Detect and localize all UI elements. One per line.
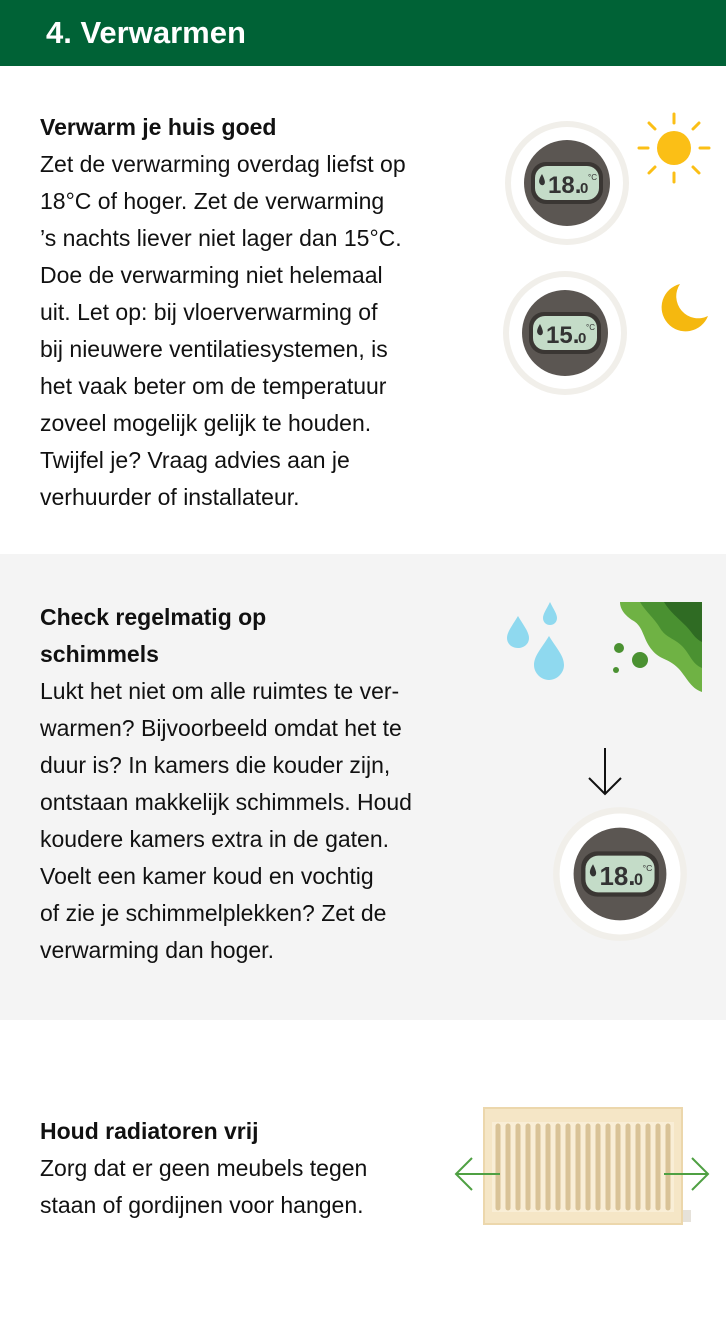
thermostat-value: 18.	[548, 172, 582, 199]
moon-icon	[656, 280, 712, 336]
arrow-down-icon	[586, 746, 624, 798]
section-heating	[0, 66, 726, 554]
body-line: ontstaan makkelijk schimmels. Houd	[40, 789, 412, 815]
thermostat-value: 15.	[546, 322, 580, 349]
body-line: Twijfel je? Vraag advies aan je	[40, 447, 350, 473]
radiator-icon	[452, 1106, 714, 1228]
thermostat-decimal: 0	[634, 870, 644, 889]
body-line: Voelt een kamer koud en vochtig	[40, 863, 374, 889]
thermostat-icon	[552, 806, 688, 942]
body-line: uit. Let op: bij vloerverwarming of	[40, 299, 378, 325]
body-line: zoveel mogelijk gelijk te houden.	[40, 410, 372, 436]
section-radiators	[0, 1020, 726, 1328]
body-line: verhuurder of installateur.	[40, 484, 300, 510]
body-line: ’s nachts liever niet lager dan 15°C.	[40, 225, 402, 251]
section-body	[40, 1150, 367, 1224]
title-line: schimmels	[40, 641, 159, 667]
body-line: bij nieuwere ventilatiesystemen, is	[40, 336, 388, 362]
thermostat-value: 18.	[599, 862, 636, 891]
thermostat-decimal: 0	[580, 180, 589, 197]
thermostat-day-icon	[504, 120, 630, 246]
section-body	[40, 146, 406, 516]
page-header	[0, 0, 726, 66]
section-title	[40, 599, 266, 673]
body-line: verwarming dan hoger.	[40, 937, 274, 963]
thermostat-unit: °C	[588, 173, 597, 182]
page-title: 4. Verwarmen	[46, 15, 246, 50]
body-line: Zorg dat er geen meubels tegen	[40, 1155, 368, 1181]
body-line: Zet de verwarming overdag liefst op	[40, 151, 406, 177]
body-line: staan of gordijnen voor hangen.	[40, 1192, 364, 1218]
body-line: of zie je schimmelplekken? Zet de	[40, 900, 387, 926]
thermostat-night-icon	[502, 270, 628, 396]
body-line: 18°C of hoger. Zet de verwarming	[40, 188, 385, 214]
body-line: duur is? In kamers die kouder zijn,	[40, 752, 391, 778]
body-line: Doe de verwarming niet helemaal	[40, 262, 383, 288]
section-title: Verwarm je huis goed	[40, 114, 277, 140]
section-title: Houd radiatoren vrij	[40, 1118, 259, 1144]
title-line: Check regelmatig op	[40, 604, 267, 630]
section-mold	[0, 554, 726, 1020]
thermostat-unit: °C	[642, 862, 653, 873]
body-line: koudere kamers extra in de gaten.	[40, 826, 390, 852]
thermostat-unit: °C	[586, 323, 595, 332]
sun-icon	[636, 112, 712, 188]
thermostat-decimal: 0	[578, 330, 587, 347]
body-line: het vaak beter om de temperatuur	[40, 373, 387, 399]
section-body	[40, 673, 412, 969]
body-line: warmen? Bijvoorbeeld omdat het te	[40, 715, 402, 741]
water-drops-icon	[502, 598, 576, 690]
body-line: Lukt het niet om alle ruimtes te ver-	[40, 678, 400, 704]
mold-icon	[606, 602, 702, 694]
